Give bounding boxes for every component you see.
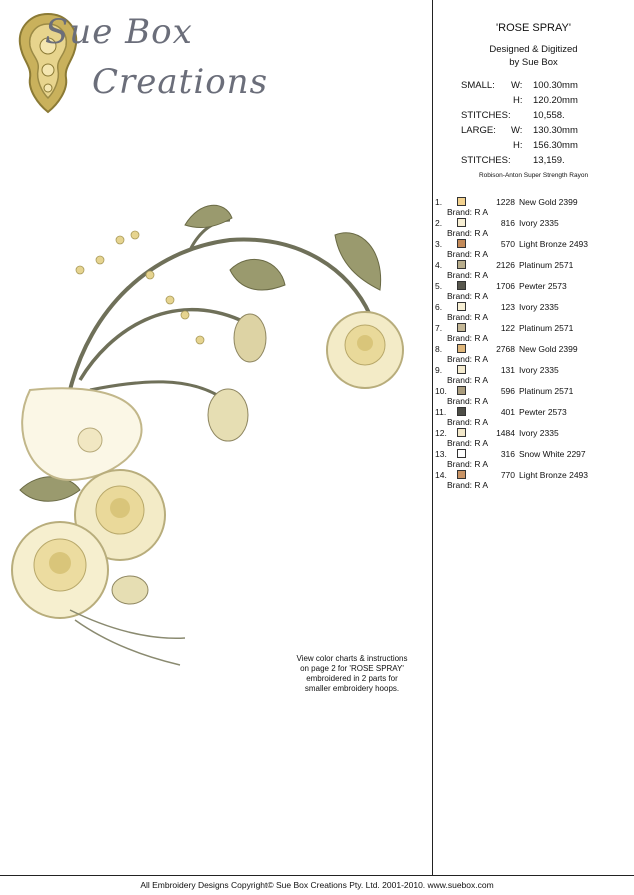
instructions-note	[272, 654, 432, 694]
color-swatch	[457, 239, 466, 248]
color-code: 122	[500, 323, 515, 333]
color-name: Platinum 2571	[519, 386, 574, 396]
designed-line-2: by Sue Box	[509, 57, 558, 68]
color-name: Ivory 2335	[519, 218, 559, 228]
small-h-label: H:	[513, 95, 523, 106]
small-w-label: W:	[511, 80, 523, 91]
color-number: 9.	[435, 365, 443, 375]
color-name: New Gold 2399	[519, 344, 578, 354]
note-line-4: smaller embroidery hoops.	[304, 684, 400, 693]
large-label: LARGE:	[461, 125, 496, 136]
color-swatch	[457, 260, 466, 269]
color-number: 4.	[435, 260, 443, 270]
color-code: 316	[500, 449, 515, 459]
color-brand: Brand: R A	[447, 438, 489, 448]
color-row	[435, 218, 634, 239]
color-row	[435, 365, 634, 386]
color-swatch	[457, 323, 466, 332]
color-name: Ivory 2335	[519, 302, 559, 312]
color-brand: Brand: R A	[447, 291, 489, 301]
color-name: Pewter 2573	[519, 281, 567, 291]
large-stitches-label: STITCHES:	[461, 155, 511, 166]
color-brand: Brand: R A	[447, 270, 489, 280]
color-swatch	[457, 281, 466, 290]
color-brand: Brand: R A	[447, 459, 489, 469]
note-line-2: on page 2 for 'ROSE SPRAY'	[300, 664, 404, 673]
logo	[0, 0, 300, 130]
color-code: 770	[500, 470, 515, 480]
color-brand: Brand: R A	[447, 396, 489, 406]
note-line-1: View color charts & instructions	[296, 654, 408, 663]
color-code: 1228	[496, 197, 515, 207]
footer-copyright: All Embroidery Designs Copyright© Sue Box Creations Pty. Ltd. 2001-2010. www.suebox.com	[140, 880, 494, 890]
color-swatch	[457, 344, 466, 353]
color-code: 1484	[496, 428, 515, 438]
rose-spray-embroidery-image	[0, 190, 432, 690]
color-swatch	[457, 302, 466, 311]
designed-line-1: Designed & Digitized	[489, 44, 578, 55]
color-number: 13.	[435, 449, 447, 459]
color-number: 14.	[435, 470, 447, 480]
color-swatch	[457, 449, 466, 458]
color-name: Light Bronze 2493	[519, 239, 588, 249]
color-number: 1.	[435, 197, 443, 207]
color-name: Snow White 2297	[519, 449, 586, 459]
color-number: 2.	[435, 218, 443, 228]
design-title: 'ROSE SPRAY'	[496, 22, 571, 34]
color-row	[435, 449, 634, 470]
color-brand: Brand: R A	[447, 480, 489, 490]
color-number: 8.	[435, 344, 443, 354]
color-number: 5.	[435, 281, 443, 291]
logo-text-creations: Creations	[92, 62, 269, 102]
color-code: 401	[500, 407, 515, 417]
color-name: Platinum 2571	[519, 323, 574, 333]
color-swatch	[457, 365, 466, 374]
small-stitches-value: 10,558.	[533, 110, 565, 121]
color-name: New Gold 2399	[519, 197, 578, 207]
color-code: 596	[500, 386, 515, 396]
color-code: 570	[500, 239, 515, 249]
color-swatch	[457, 197, 466, 206]
color-name: Pewter 2573	[519, 407, 567, 417]
color-name: Light Bronze 2493	[519, 470, 588, 480]
color-brand: Brand: R A	[447, 417, 489, 427]
color-brand: Brand: R A	[447, 207, 489, 217]
color-row	[435, 407, 634, 428]
color-swatch	[457, 386, 466, 395]
thread-brand: Robison-Anton Super Strength Rayon	[478, 172, 589, 179]
color-code: 123	[500, 302, 515, 312]
color-row	[435, 323, 634, 344]
color-row	[435, 302, 634, 323]
color-name: Platinum 2571	[519, 260, 574, 270]
color-swatch	[457, 407, 466, 416]
color-number: 7.	[435, 323, 443, 333]
color-code: 816	[500, 218, 515, 228]
small-width-value: 100.30mm	[533, 80, 578, 91]
note-line-3: embroidered in 2 parts for	[306, 674, 398, 683]
color-brand: Brand: R A	[447, 333, 489, 343]
color-row	[435, 239, 634, 260]
color-row	[435, 386, 634, 407]
large-width-value: 130.30mm	[533, 125, 578, 136]
color-code: 2768	[496, 344, 515, 354]
color-swatch	[457, 470, 466, 479]
color-brand: Brand: R A	[447, 354, 489, 364]
color-code: 2126	[496, 260, 515, 270]
color-brand: Brand: R A	[447, 312, 489, 322]
color-name: Ivory 2335	[519, 428, 559, 438]
color-swatch	[457, 428, 466, 437]
color-list	[435, 197, 634, 491]
large-stitches-value: 13,159.	[533, 155, 565, 166]
color-number: 3.	[435, 239, 443, 249]
color-number: 11.	[435, 407, 447, 417]
color-row	[435, 260, 634, 281]
logo-text-sue-box: Sue Box	[45, 12, 193, 52]
large-h-label: H:	[513, 140, 523, 151]
color-row	[435, 428, 634, 449]
color-row	[435, 344, 634, 365]
color-swatch	[457, 218, 466, 227]
color-brand: Brand: R A	[447, 228, 489, 238]
color-brand: Brand: R A	[447, 375, 489, 385]
color-code: 1706	[496, 281, 515, 291]
color-number: 6.	[435, 302, 443, 312]
color-number: 12.	[435, 428, 447, 438]
large-height-value: 156.30mm	[533, 140, 578, 151]
designed-by	[433, 43, 634, 69]
small-height-value: 120.20mm	[533, 95, 578, 106]
large-w-label: W:	[511, 125, 523, 136]
color-row	[435, 470, 634, 491]
color-code: 131	[500, 365, 515, 375]
color-row	[435, 197, 634, 218]
color-row	[435, 281, 634, 302]
color-name: Ivory 2335	[519, 365, 559, 375]
footer-divider	[0, 875, 634, 876]
column-divider	[432, 0, 433, 876]
color-brand: Brand: R A	[447, 249, 489, 259]
small-label: SMALL:	[461, 80, 495, 91]
small-stitches-label: STITCHES:	[461, 110, 511, 121]
color-number: 10.	[435, 386, 447, 396]
